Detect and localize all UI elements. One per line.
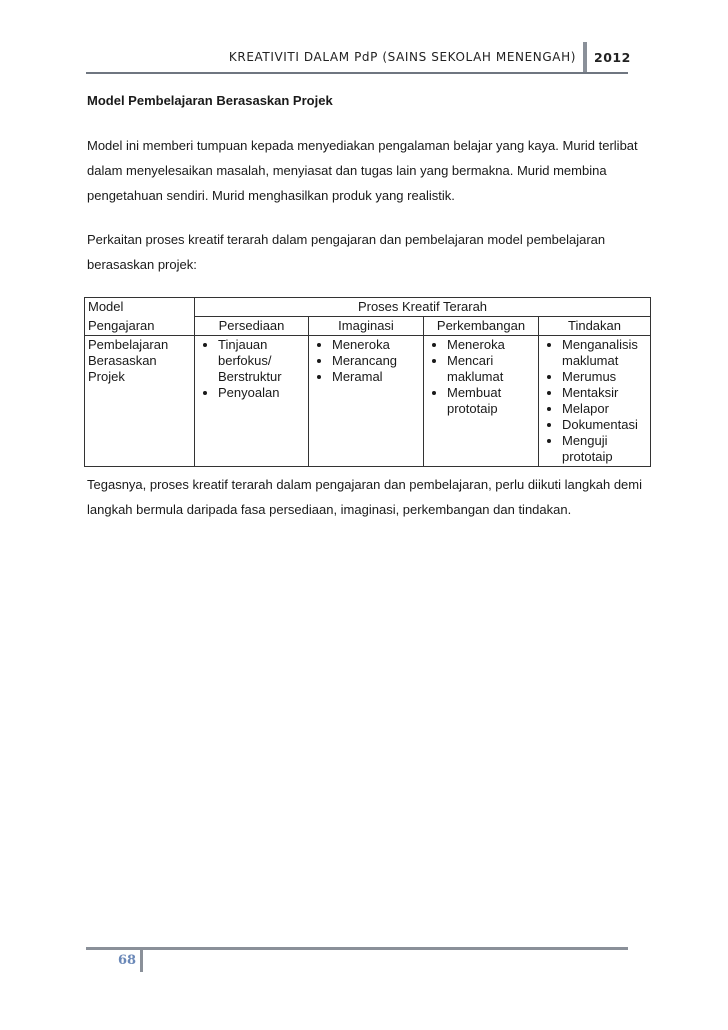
list-item: • Mencari maklumat bbox=[447, 353, 535, 385]
model-header-cell bbox=[85, 298, 195, 317]
list-item: • Meneroka bbox=[332, 337, 420, 353]
model-line: Berasaskan bbox=[88, 353, 157, 368]
section-heading: Model Pembelajaran Berasaskan Projek bbox=[87, 93, 333, 108]
page-number: 68 bbox=[118, 953, 137, 968]
intro-paragraph: Model ini memberi tumpuan kepada menyediakan pengalaman belajar yang kaya. Murid terlibat dalam menyelesaikan masalah, menyiasat dan tugas lain yang bermakna. Murid membina pengetahuan sendiri. Murid menghasilkan produk yang realistik. bbox=[87, 138, 638, 203]
process-table bbox=[84, 297, 651, 467]
list-item: • Dokumentasi bbox=[562, 417, 647, 433]
model-header-cell-2 bbox=[85, 317, 195, 336]
model-line: Pembelajaran bbox=[88, 337, 169, 352]
model-cell bbox=[85, 336, 195, 467]
list-item: • Melapor bbox=[562, 401, 647, 417]
footer-rule bbox=[86, 947, 628, 950]
conclusion-paragraph: Tegasnya, proses kreatif terarah dalam pengajaran dan pembelajaran, perlu diikuti langkah demi langkah bermula daripada fasa persediaan, imaginasi, perkembangan dan tindakan. bbox=[87, 477, 643, 517]
header-rule bbox=[86, 72, 628, 74]
column-header-imaginasi: Imaginasi bbox=[309, 317, 424, 336]
table-row bbox=[85, 336, 651, 467]
column-header-perkembangan: Perkembangan bbox=[424, 317, 539, 336]
perkembangan-cell bbox=[424, 336, 539, 467]
column-header-persediaan: Persediaan bbox=[195, 317, 309, 336]
list-item: • Menganalisis maklumat bbox=[562, 337, 647, 369]
imaginasi-cell bbox=[309, 336, 424, 467]
list-item: • Mentaksir bbox=[562, 385, 647, 401]
list-item: • Merumus bbox=[562, 369, 647, 385]
header-year: 2012 bbox=[594, 50, 631, 65]
list-item: • Merancang bbox=[332, 353, 420, 369]
list-item: • Menguji prototaip bbox=[562, 433, 647, 465]
table-subheader-row bbox=[85, 317, 651, 336]
list-item: • Meramal bbox=[332, 369, 420, 385]
header-title: KREATIVITI DALAM PdP (SAINS SEKOLAH MENENGAH) bbox=[228, 50, 576, 64]
list-item: • Tinjauan berfokus/ Berstruktur bbox=[218, 337, 305, 385]
model-header-label-2: Pengajaran bbox=[88, 317, 155, 333]
persediaan-cell bbox=[195, 336, 309, 467]
list-item: • Penyoalan bbox=[218, 385, 305, 401]
header-divider bbox=[583, 42, 587, 72]
list-item: • Membuat prototaip bbox=[447, 385, 535, 417]
model-header-label: Model bbox=[88, 299, 124, 314]
relation-paragraph: Perkaitan proses kreatif terarah dalam pengajaran dan pembelajaran model pembelajaran berasaskan projek: bbox=[87, 232, 606, 272]
table-header-row bbox=[85, 298, 651, 317]
page-header bbox=[0, 42, 728, 72]
column-header-tindakan: Tindakan bbox=[539, 317, 651, 336]
process-header-label: Proses Kreatif Terarah bbox=[357, 299, 488, 314]
tindakan-cell bbox=[539, 336, 651, 467]
process-header-cell bbox=[195, 298, 651, 317]
footer-divider bbox=[140, 950, 143, 972]
list-item: • Meneroka bbox=[447, 337, 535, 353]
model-line: Projek bbox=[88, 369, 125, 384]
